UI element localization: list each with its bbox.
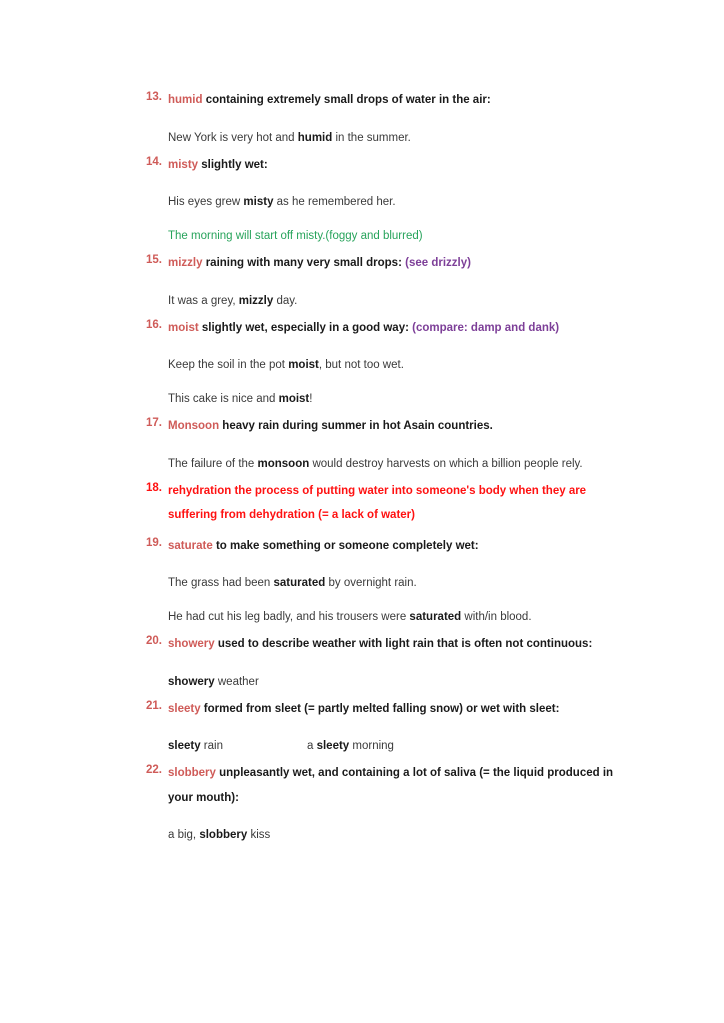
entry-headline <box>168 414 629 439</box>
vocabulary-entry <box>140 761 629 844</box>
entry-headline <box>168 534 629 559</box>
example-text: The failure of the <box>168 457 258 470</box>
entry-headline <box>168 153 629 178</box>
entry-example <box>168 129 629 147</box>
example-text: His eyes grew <box>168 196 244 208</box>
example-keyword: saturated <box>409 611 462 623</box>
example-text: , but not too wet. <box>318 359 404 371</box>
vocabulary-entry <box>140 534 629 627</box>
entry-headline <box>168 479 629 528</box>
entry-number: 13. <box>146 91 162 103</box>
entry-example <box>168 292 629 310</box>
example-keyword: misty <box>243 196 274 208</box>
example-keyword: moist <box>288 359 319 371</box>
example-keyword: showery <box>168 675 215 688</box>
entry-number: 21. <box>146 699 162 712</box>
example-text: He had cut his leg badly, and his trousers were <box>168 611 410 623</box>
entry-number: 22. <box>146 764 162 776</box>
entry-headline <box>168 251 629 276</box>
example-text: It was a grey, <box>168 294 239 307</box>
entry-headline <box>168 632 629 657</box>
example-text: Keep the soil in the pot <box>168 359 289 371</box>
entry-number: 19. <box>146 536 162 549</box>
example-text: The morning will start off misty.(foggy and blurred) <box>168 230 423 242</box>
entry-number: 17. <box>146 417 162 429</box>
example-text: New York is very hot and <box>168 131 298 144</box>
entry-definition: unpleasantly wet, and containing a lot of saliva (= the liquid produced in your mouth): <box>168 767 614 804</box>
entry-definition: containing extremely small drops of water in the air: <box>202 94 491 106</box>
entry-headword: mizzly <box>168 257 203 269</box>
entry-number: 16. <box>146 318 162 331</box>
entry-headword: Monsoon <box>168 420 220 432</box>
example-keyword: slobbery <box>199 829 248 841</box>
entry-number: 15. <box>146 254 162 266</box>
example-text: a big, <box>168 829 200 841</box>
entry-definition: used to describe weather with light rain that is often not continuous: <box>214 638 593 650</box>
example-keyword: monsoon <box>257 457 310 470</box>
entry-definition: to make something or someone completely wet: <box>212 539 479 552</box>
example-keyword: moist <box>278 393 310 405</box>
entry-example <box>168 737 629 755</box>
example-text: kiss <box>247 829 271 841</box>
example-keyword: sleety <box>316 740 350 752</box>
entry-cross-reference: (see drizzly) <box>405 257 471 269</box>
entry-definition: formed from sleet (= partly melted falling snow) or wet with sleet: <box>200 702 560 715</box>
example-text: weather <box>214 675 259 688</box>
entry-headword: humid <box>168 94 203 106</box>
vocabulary-entry <box>140 88 629 147</box>
entry-headline <box>168 88 629 113</box>
entry-example <box>168 608 629 626</box>
entry-example <box>168 673 629 691</box>
vocabulary-entry <box>140 316 629 409</box>
entry-example <box>168 390 629 408</box>
entry-number: 20. <box>146 635 162 647</box>
entry-definition: the process of putting water into someone's body when they are suffering from dehydration (= a lack of water) <box>168 484 587 521</box>
entry-definition: slightly wet, especially in a good way: <box>198 321 413 334</box>
entry-note <box>168 227 629 245</box>
entry-definition: heavy rain during summer in hot Asain countries. <box>219 420 493 432</box>
vocabulary-entry <box>140 153 629 246</box>
example-text: ! <box>309 393 313 405</box>
vocabulary-entry <box>140 632 629 691</box>
example-text: with/in blood. <box>461 611 532 623</box>
example-keyword: saturated <box>273 577 326 589</box>
entry-headword: misty <box>168 158 199 171</box>
entry-headword: rehydration <box>168 484 232 497</box>
entry-headword: slobbery <box>168 767 216 779</box>
example-text: morning <box>349 740 394 752</box>
entry-number: 18. <box>146 481 162 494</box>
entry-headline <box>168 316 629 341</box>
entry-example <box>168 193 629 211</box>
example-text: a <box>306 740 317 752</box>
example-keyword: sleety <box>168 740 201 752</box>
entry-headword: moist <box>168 321 199 334</box>
entry-headline <box>168 697 629 722</box>
entry-example <box>168 356 629 374</box>
entry-headline <box>168 761 629 810</box>
entry-headword: saturate <box>168 539 213 552</box>
example-text: This cake is nice and <box>168 393 279 405</box>
example-keyword: humid <box>297 131 333 144</box>
example-keyword: mizzly <box>238 294 274 307</box>
entry-example <box>168 826 629 844</box>
entry-example <box>168 574 629 592</box>
example-text: would destroy harvests on which a billion people rely. <box>309 457 583 470</box>
vocabulary-entry <box>140 251 629 310</box>
entry-definition: slightly wet: <box>198 158 268 171</box>
example-text: in the summer. <box>332 131 411 144</box>
entry-cross-reference: (compare: damp and dank) <box>412 321 560 334</box>
example-text: The grass had been <box>168 577 274 589</box>
entry-definition: raining with many very small drops: <box>202 257 406 269</box>
vocabulary-entry <box>140 697 629 756</box>
entry-headword: sleety <box>168 702 201 715</box>
example-text: day. <box>273 294 298 307</box>
vocabulary-entry <box>140 414 629 473</box>
vocabulary-entry <box>140 479 629 528</box>
example-text: as he remembered her. <box>273 196 396 208</box>
entry-example <box>168 455 629 473</box>
vocabulary-entry-list <box>140 88 629 844</box>
example-text: rain <box>200 740 223 752</box>
entry-headword: showery <box>168 638 215 650</box>
example-text: by overnight rain. <box>325 577 417 589</box>
entry-number: 14. <box>146 155 162 168</box>
